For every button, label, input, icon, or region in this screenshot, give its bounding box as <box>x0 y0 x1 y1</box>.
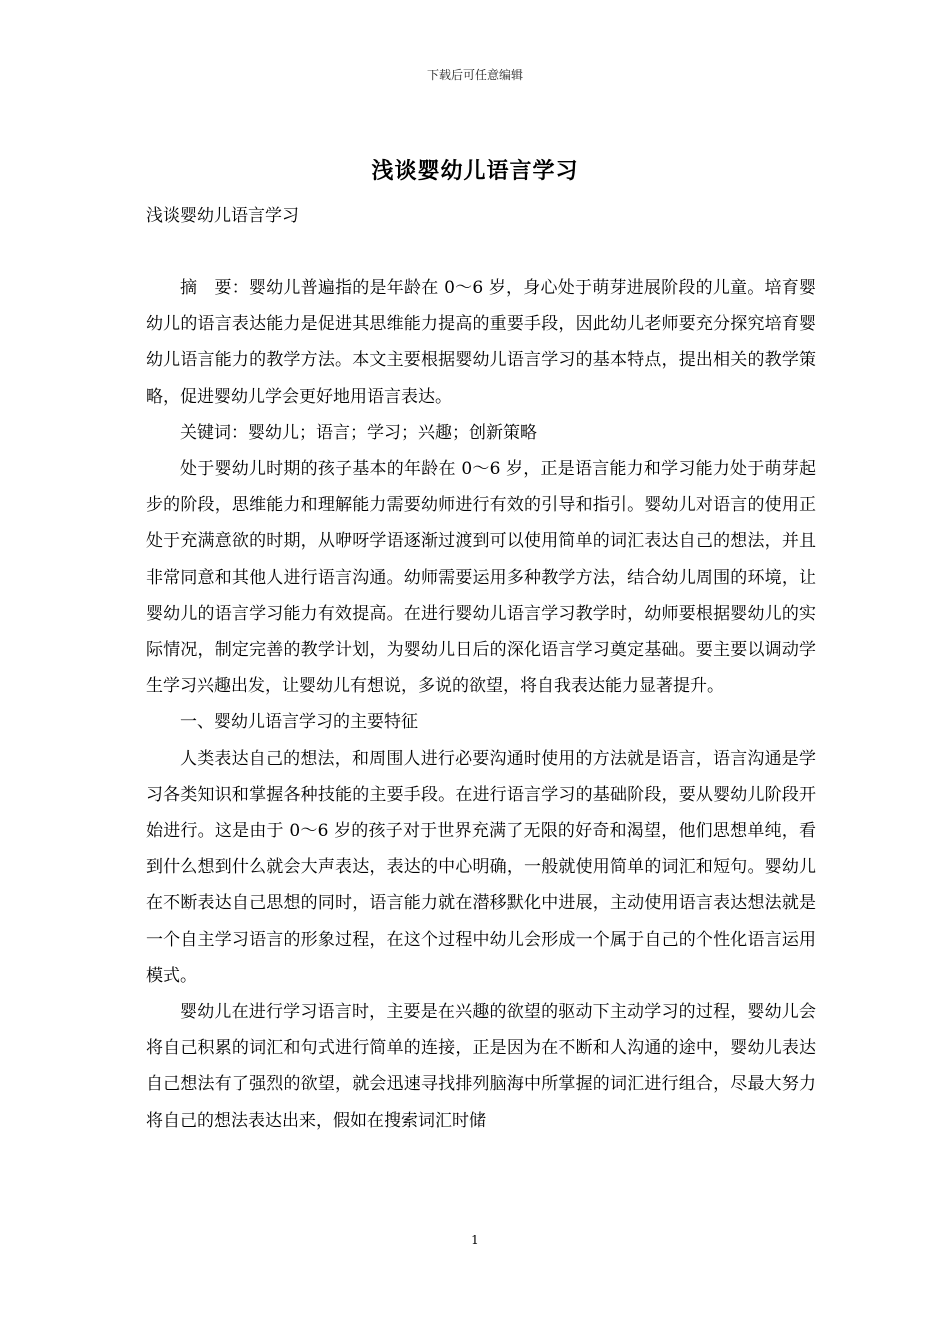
document-title: 浅谈婴幼儿语言学习 <box>371 158 579 184</box>
abstract-paragraph: 摘 要：婴幼儿普遍指的是年龄在 0～6 岁，身心处于萌芽进展阶段的儿童。培育婴幼儿的语言表达能力是促进其思维能力提高的重要手段，因此幼儿老师要充分探究培育婴幼儿语言能力的教学方法。本文主要根据婴幼儿语言学习的基本特点，提出相关的教学策略，促进婴幼儿学会更好地用语言表达。 <box>146 278 816 407</box>
page-number: 1 <box>471 1233 479 1247</box>
body-paragraph: 婴幼儿在进行学习语言时，主要是在兴趣的欲望的驱动下主动学习的过程，婴幼儿会将自己积累的词汇和句式进行简单的连接，正是因为在不断和人沟通的途中，婴幼儿表达自己想法有了强烈的欲望，就会迅速寻找排列脑海中所掌握的词汇进行组合，尽最大努力将自己的想法表达出来，假如在搜索词汇时储 <box>146 1002 816 1131</box>
document-body <box>146 270 816 1139</box>
section-heading: 一、婴幼儿语言学习的主要特征 <box>180 712 418 733</box>
body-paragraph: 人类表达自己的想法，和周围人进行必要沟通时使用的方法就是语言，语言沟通是学习各类知识和掌握各种技能的主要手段。在进行语言学习的基础阶段，要从婴幼儿阶段开始进行。这是由于 0～6 岁的孩子对于世界充满了无限的好奇和渴望，他们思想单纯，看到什么想到什么就会大声表达，表达的中心明确，一般就使用简单的词汇和短句。婴幼儿在不断表达自己思想的同时，语言能力就在潜移默化中进展，主动使用语言表达想法就是一个自主学习语言的形象过程，在这个过程中幼儿会形成一个属于自己的个性化语言运用模式。 <box>146 748 816 986</box>
keywords-paragraph: 关键词：婴幼儿；语言；学习；兴趣；创新策略 <box>180 422 537 443</box>
document-subtitle: 浅谈婴幼儿语言学习 <box>146 206 299 226</box>
header-note: 下载后可任意编辑 <box>426 68 523 82</box>
intro-paragraph: 处于婴幼儿时期的孩子基本的年龄在 0～6 岁，正是语言能力和学习能力处于萌芽起步的阶段，思维能力和理解能力需要幼师进行有效的引导和指引。婴幼儿对语言的使用正处于充满意欲的时期，从咿呀学语逐渐过渡到可以使用简单的词汇表达自己的想法，并且非常同意和其他人进行语言沟通。幼师需要运用多种教学方法，结合幼儿周围的环境，让婴幼儿的语言学习能力有效提高。在进行婴幼儿语言学习教学时，幼师要根据婴幼儿的实际情况，制定完善的教学计划，为婴幼儿日后的深化语言学习奠定基础。要主要以调动学生学习兴趣出发，让婴幼儿有想说，多说的欲望，将自我表达能力显著提升。 <box>146 459 816 697</box>
